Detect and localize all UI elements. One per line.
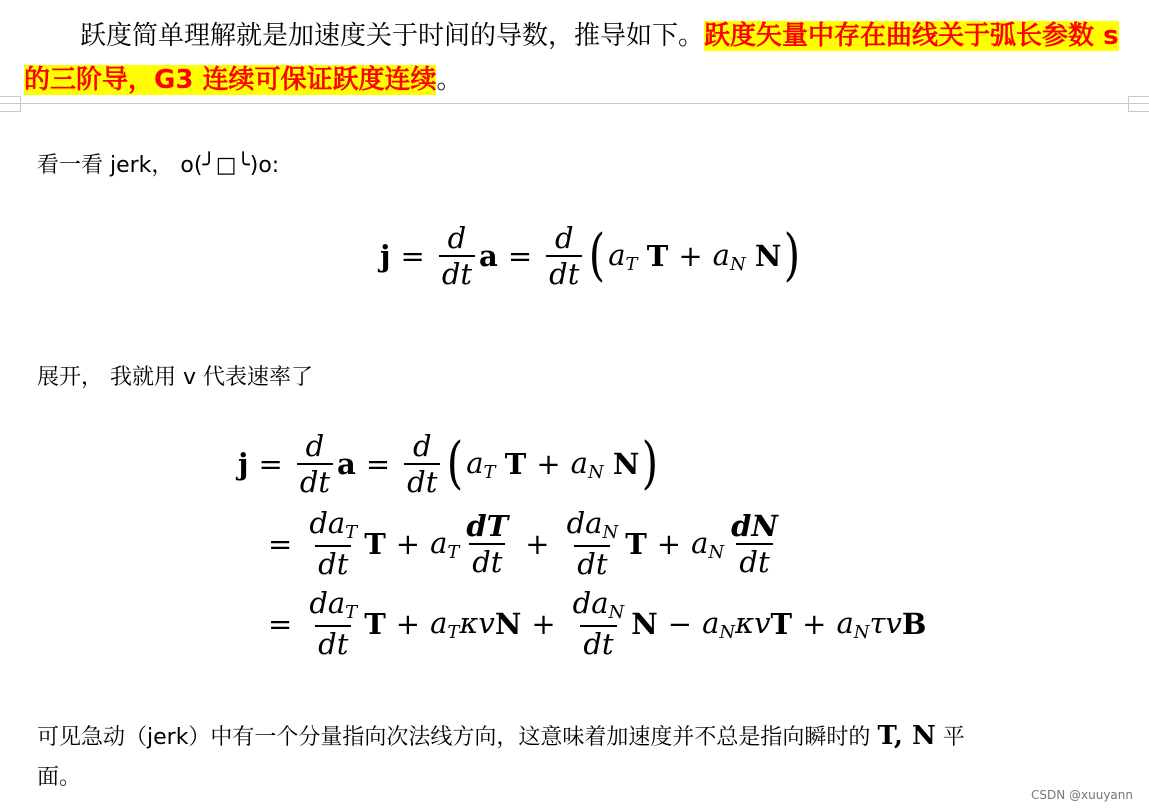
equation-2: j = $\frac{d}{dt}$ a = $\frac{d}{dt}$ ( $a_T$ T + $a_N$ N ) = $\frac{da_T}{dt}$ T + $a_T$ $\frac{dT}{dt}$ + $\frac{da_N}{dt}$ T + $a_N$ $\frac{dN}{dt}$ = $\frac{da_T}{dt}$ T + $a_T\kappa v$ N + $\frac{da_N}{dt}$ N − $a_N\kappa v$ T + $a_N\tau v$ B [238, 428, 927, 662]
expand-line: 展开， 我就用 v 代表速率了 [37, 365, 313, 390]
margin-mark-left [0, 96, 21, 112]
intro-text: 跃度简单理解就是加速度关于时间的导数，推导如下。 [80, 21, 705, 51]
margin-mark-right [1128, 96, 1149, 112]
equation-1: j = $\frac{d}{dt}$ a = $\frac{d}{dt}$ ( $a_T$ T + $a_N$ N ) [380, 220, 801, 291]
conclusion-line2: 面。 [37, 765, 82, 790]
conclusion-vars: T, N [877, 721, 936, 751]
conclusion-text: 可见急动（jerk）中有一个分量指向次法线方向，这意味着加速度并不总是指向瞬时的 [37, 725, 871, 750]
conclusion-tail: 平 [935, 725, 965, 750]
intro-highlight: 跃度矢量中存在曲线关于弧长参数 s 的三阶导，G3 连续可保证跃度连续 [24, 21, 1119, 95]
intro-paragraph [24, 14, 1134, 102]
footer-watermark: CSDN @xuuyann [1030, 788, 1133, 802]
conclusion-paragraph [37, 716, 1127, 798]
page-divider [0, 103, 1149, 104]
look-line: 看一看 jerk， o(╯□╰)o: [37, 153, 280, 178]
intro-end: 。 [436, 65, 463, 95]
